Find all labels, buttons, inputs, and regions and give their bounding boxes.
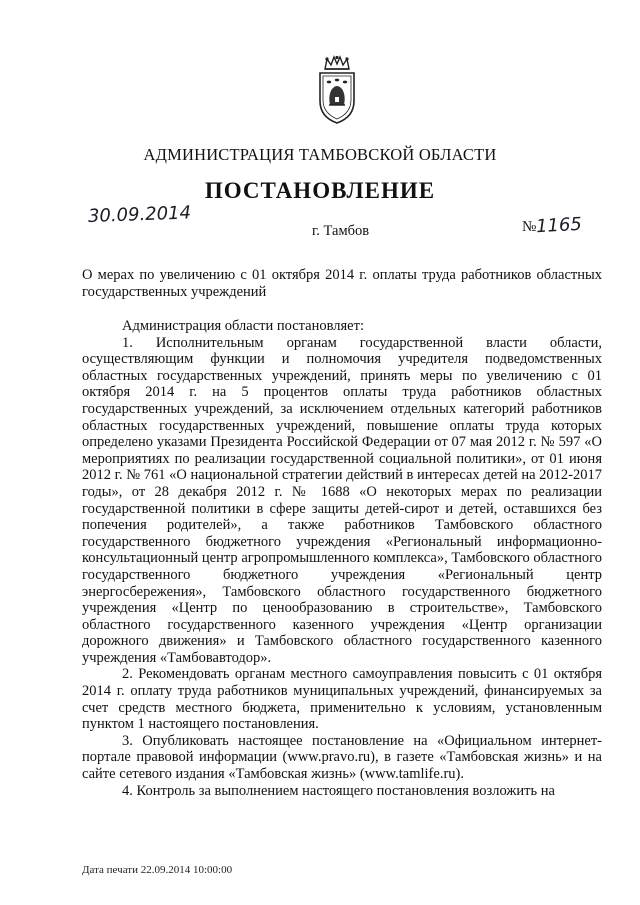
- document-type-title: ПОСТАНОВЛЕНИЕ: [204, 178, 436, 203]
- organization-name: АДМИНИСТРАЦИЯ ТАМБОВСКОЙ ОБЛАСТИ: [143, 145, 497, 164]
- document-body: [82, 318, 602, 799]
- print-date-footer: Дата печати 22.09.2014 10:00:00: [82, 864, 233, 876]
- paragraph-2: 2. Рекомендовать органам местного самоуправления повысить с 01 октября 2014 г. оплату труда работников муниципальных учреждений, финансируемых за счет средств местного бюджета, применительно к условиям, установленным пунктом 1 настоящего постановления.: [82, 666, 602, 733]
- handwritten-date: 30.09.2014: [87, 202, 192, 227]
- coat-of-arms-emblem: [312, 55, 362, 125]
- preamble: Администрация области постановляет:: [122, 318, 364, 334]
- paragraph-4: 4. Контроль за выполнением настоящего постановления возложить на: [122, 782, 555, 799]
- paragraph-1: 1. Исполнительным органам государственной власти области, осуществляющим функции и полномочия учредителя подведомственных областных государственных учреждений, принять меры по увеличению с 01 октября 2014 г. на 5 процентов оплаты труда работников областных государственных учреждений, за исключением отдельных категорий работников областных государственных учреждений, повышение оплаты труда которых определено указами Президента Российской Федерации от 07 мая 2012 г. № 597 «О мероприятиях по реализации государственной социальной политики», от 01 июня 2012 г. № 761 «О национальной стратегии действий в интересах детей на 2012-2017 годы», от 28 декабря 2012 г. № 1688 «О некоторых мерах по реализации государственной политики в сфере защиты детей-сирот и детей, оставшихся без попечения родителей», а также работников Тамбовского областного государственного бюджетного учреждения «Региональный информационно-консультационный центр агропромышленного комплекса», Тамбовского областного государственного бюджетного учреждения «Региональный центр энергосбережения», Тамбовского областного государственного бюджетного учреждения «Центр по ценообразованию в строительстве», Тамбовского областного государственного казенного учреждения «Центр организации дорожного движения» и Тамбовского областного государственного казенного учреждения «Тамбовавтодор».: [82, 334, 602, 666]
- paragraph-3: 3. Опубликовать настоящее постановление на «Официальном интернет-портале правовой информации (www.pravo.ru), в газете «Тамбовская жизнь» и на сайте сетевого издания «Тамбовская жизнь» (www.tamlife.ru).: [82, 732, 602, 783]
- document-subject: О мерах по увеличению с 01 октября 2014 г. оплаты труда работников областных государственных учреждений: [82, 267, 602, 300]
- city-label: г. Тамбов: [312, 223, 370, 239]
- handwritten-number: 1165: [535, 213, 583, 238]
- document-number: [522, 215, 582, 236]
- number-prefix: №: [522, 219, 537, 235]
